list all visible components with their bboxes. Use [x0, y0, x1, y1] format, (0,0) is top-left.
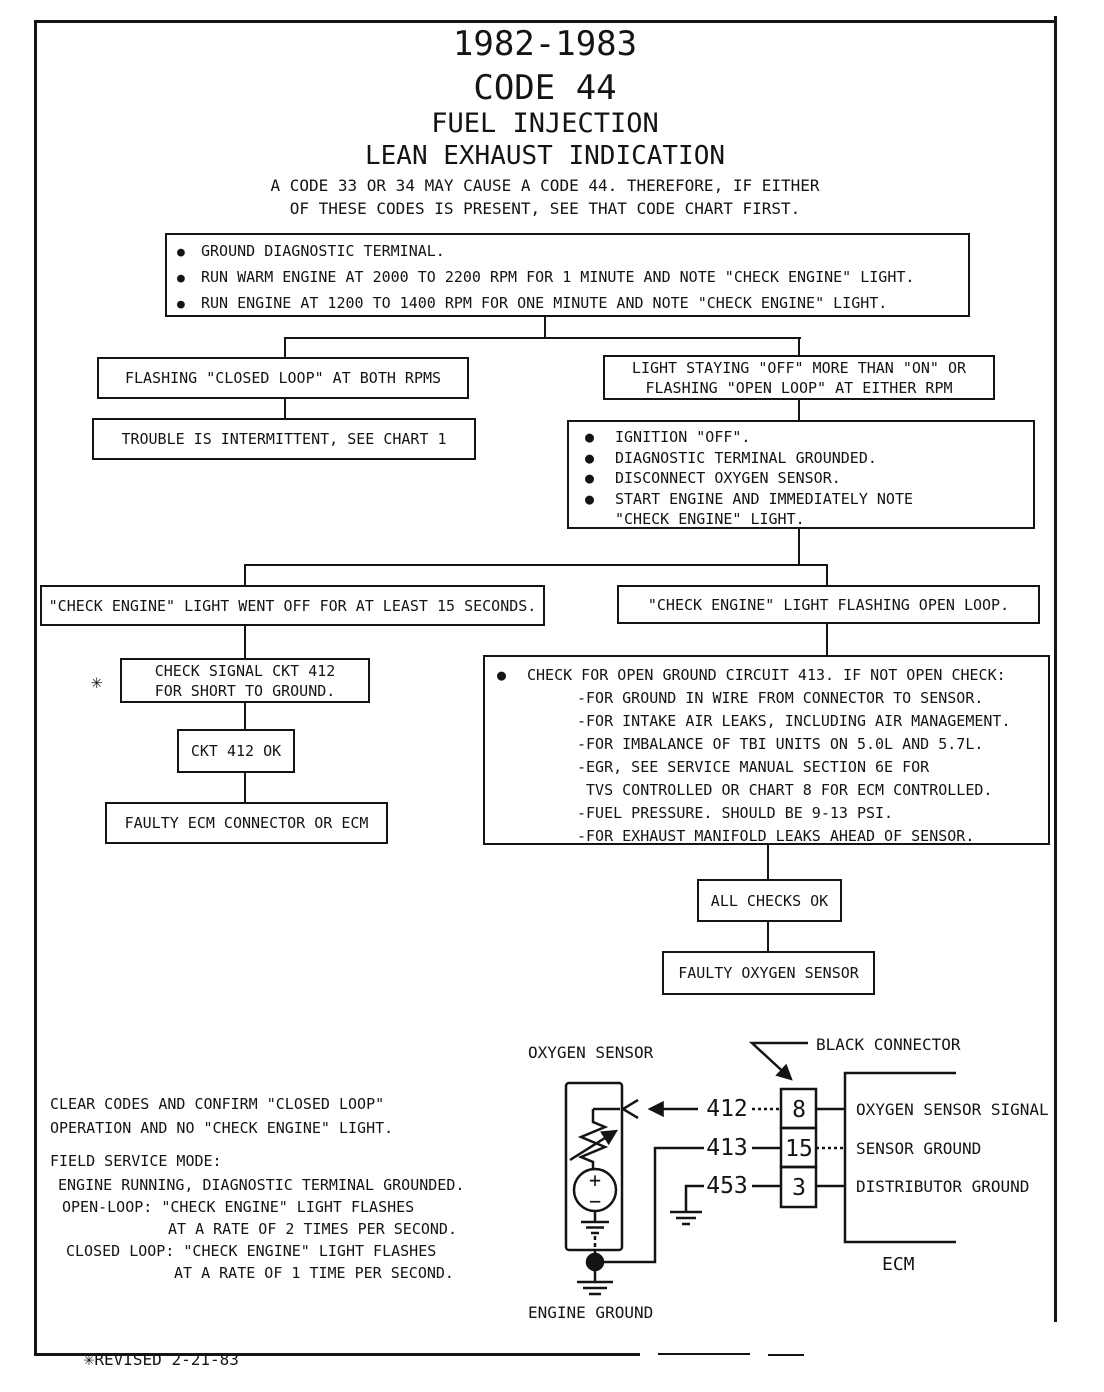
step-text: DISCONNECT OXYGEN SENSOR. — [615, 469, 841, 487]
check-item-text: -EGR, SEE SERVICE MANUAL SECTION 6E FOR — [577, 758, 930, 776]
step-text: DIAGNOSTIC TERMINAL GROUNDED. — [615, 448, 877, 467]
bullet-icon: ● — [585, 489, 595, 508]
engine-ground-label: ENGINE GROUND — [528, 1303, 654, 1322]
check-item-text: -FUEL PRESSURE. SHOULD BE 9-13 PSI. — [577, 804, 894, 822]
note-field-service-5: AT A RATE OF 1 TIME PER SECOND. — [174, 1264, 454, 1282]
wire-number: 453 — [706, 1173, 748, 1199]
ecm-label: ECM — [882, 1254, 915, 1275]
revision-text: REVISED 2-21-83 — [94, 1350, 239, 1369]
bullet-icon: ● — [177, 245, 185, 260]
internal-ground-symbol — [581, 1211, 609, 1233]
footnote-star-icon: ✳ — [91, 671, 103, 693]
box-text: LIGHT STAYING "OFF" MORE THAN "ON" OR — [631, 358, 967, 377]
bullet-icon: ● — [585, 448, 595, 467]
box-text: "CHECK ENGINE" LIGHT WENT OFF FOR AT LEAST 15 SECONDS. — [48, 596, 537, 615]
box-text: "CHECK ENGINE" LIGHT FLASHING OPEN LOOP. — [647, 595, 1010, 614]
junction-dot — [587, 1254, 603, 1270]
variable-resistor-arrow — [570, 1131, 616, 1160]
ecm-signal-label: DISTRIBUTOR GROUND — [856, 1177, 1030, 1196]
wire-412 — [623, 1096, 781, 1122]
step-text: START ENGINE AND IMMEDIATELY NOTE — [615, 489, 914, 508]
box-text: CHECK SIGNAL CKT 412 — [154, 661, 336, 680]
box-text: TROUBLE IS INTERMITTENT, SEE CHART 1 — [121, 430, 447, 448]
note-field-service-2: OPEN-LOOP: "CHECK ENGINE" LIGHT FLASHES — [62, 1198, 415, 1216]
check-lead-text: CHECK FOR OPEN GROUND CIRCUIT 413. IF NOT OPEN CHECK: — [527, 666, 1006, 684]
check-item-text: -FOR IMBALANCE OF TBI UNITS ON 5.0L AND 5.7L. — [577, 735, 984, 753]
title-system: FUEL INJECTION — [431, 108, 659, 139]
wire-number: 412 — [706, 1096, 748, 1122]
wire-number: 413 — [706, 1135, 748, 1161]
revision-star-icon: ✳ — [83, 1349, 95, 1370]
box-text: FAULTY ECM CONNECTOR OR ECM — [124, 814, 369, 832]
oxygen-sensor-label: OXYGEN SENSOR — [528, 1043, 654, 1062]
engine-ground-symbol — [577, 1254, 613, 1294]
check-item-text: -FOR GROUND IN WIRE FROM CONNECTOR TO SENSOR. — [577, 689, 984, 707]
title-indication: LEAN EXHAUST INDICATION — [364, 141, 726, 171]
step-text: IGNITION "OFF". — [615, 428, 751, 446]
box-text: FOR SHORT TO GROUND. — [154, 681, 336, 700]
step-text: RUN ENGINE AT 1200 TO 1400 RPM FOR ONE MINUTE AND NOTE "CHECK ENGINE" LIGHT. — [201, 294, 888, 312]
note-field-service-1: ENGINE RUNNING, DIAGNOSTIC TERMINAL GROUNDED. — [58, 1176, 465, 1194]
pin-number: 3 — [792, 1175, 806, 1201]
box-text: ALL CHECKS OK — [710, 891, 829, 910]
black-connector-pins — [781, 1089, 845, 1207]
ecm-bracket — [845, 1073, 1049, 1242]
pin-number: 15 — [785, 1136, 813, 1162]
step-text: "CHECK ENGINE" LIGHT. — [615, 510, 805, 528]
box-text: FAULTY OXYGEN SENSOR — [678, 964, 859, 982]
bullet-icon: ● — [585, 428, 595, 446]
check-item-text: TVS CONTROLLED OR CHART 8 FOR ECM CONTROLLED. — [577, 781, 993, 799]
ecm-signal-label: OXYGEN SENSOR SIGNAL — [856, 1100, 1049, 1119]
step-text: GROUND DIAGNOSTIC TERMINAL. — [201, 242, 445, 260]
title-note-line2: OF THESE CODES IS PRESENT, SEE THAT CODE CHART FIRST. — [289, 199, 801, 218]
pin-number: 8 — [792, 1097, 806, 1123]
bullet-icon: ● — [177, 297, 185, 312]
note-clear-codes-2: OPERATION AND NO "CHECK ENGINE" LIGHT. — [50, 1119, 394, 1137]
note-clear-codes-1: CLEAR CODES AND CONFIRM "CLOSED LOOP" — [50, 1095, 385, 1113]
minus-sign: − — [588, 1189, 602, 1213]
box-text: CKT 412 OK — [190, 742, 282, 760]
bullet-icon: ● — [497, 666, 507, 684]
black-connector-label: BLACK CONNECTOR — [816, 1035, 961, 1054]
check-item-text: -FOR EXHAUST MANIFOLD LEAKS AHEAD OF SENSOR. — [577, 827, 975, 845]
box-text: FLASHING "CLOSED LOOP" AT BOTH RPMS — [124, 369, 442, 387]
plus-sign: + — [588, 1168, 602, 1192]
ecm-signal-label: SENSOR GROUND — [856, 1139, 982, 1158]
title-code: CODE 44 — [473, 68, 617, 108]
wire-453 — [670, 1173, 781, 1224]
connector-female-symbol — [623, 1100, 638, 1118]
step-text: RUN WARM ENGINE AT 2000 TO 2200 RPM FOR 1 MINUTE AND NOTE "CHECK ENGINE" LIGHT. — [201, 268, 915, 286]
box-text: FLASHING "OPEN LOOP" AT EITHER RPM — [645, 378, 953, 397]
oxygen-sensor-symbol — [566, 1083, 622, 1254]
title-years: 1982-1983 — [452, 24, 638, 64]
wire-413 — [603, 1135, 781, 1262]
black-connector-leader-arrow — [752, 1043, 808, 1079]
title-note-line1: A CODE 33 OR 34 MAY CAUSE A CODE 44. THEREFORE, IF EITHER — [270, 176, 820, 195]
note-field-service-4: CLOSED LOOP: "CHECK ENGINE" LIGHT FLASHES — [66, 1242, 437, 1260]
bullet-icon: ● — [177, 271, 185, 286]
chassis-ground-symbol — [670, 1212, 702, 1224]
note-field-service-3: AT A RATE OF 2 TIMES PER SECOND. — [168, 1220, 457, 1238]
bullet-icon: ● — [585, 469, 595, 487]
note-field-service-title: FIELD SERVICE MODE: — [50, 1152, 222, 1170]
check-item-text: -FOR INTAKE AIR LEAKS, INCLUDING AIR MANAGEMENT. — [577, 712, 1011, 730]
